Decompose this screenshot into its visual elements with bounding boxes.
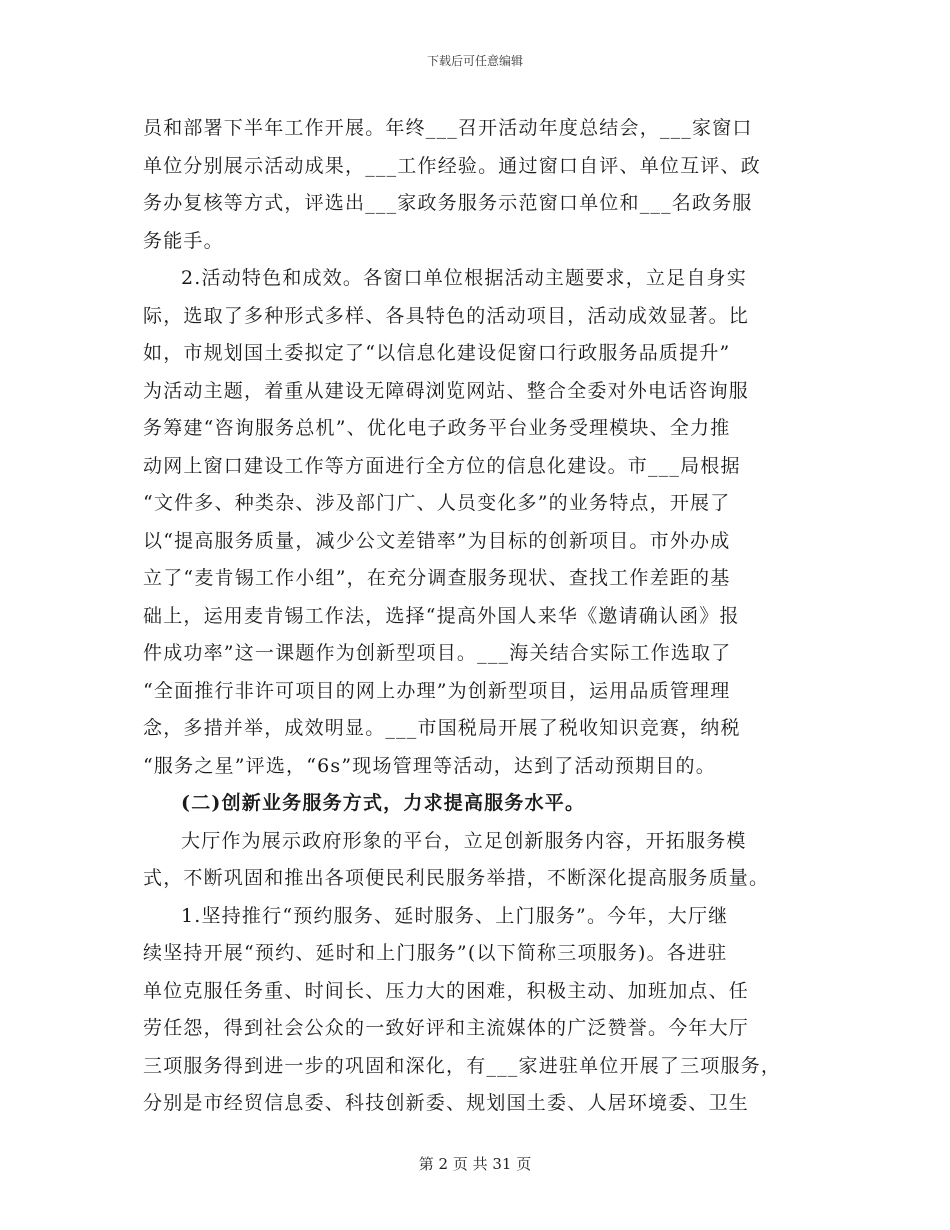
text-line: 件成功率”这一课题作为创新型项目。___海关结合实际工作选取了: [143, 642, 732, 664]
text-line: 务筹建“咨询服务总机”、优化电子政务平台业务受理模块、全力推: [143, 417, 731, 439]
text-line: “文件多、种类杂、涉及部门广、人员变化多”的业务特点，开展了: [143, 492, 731, 514]
text-line: 际，选取了多种形式多样、各具特色的活动项目，活动成效显著。比: [143, 304, 750, 327]
text-line: 劳任怨，得到社会公众的一致好评和主流媒体的广泛赞誉。今年大厅: [143, 1017, 750, 1039]
text-line: 动网上窗口建设工作等方面进行全方位的信息化建设。市___局根据: [143, 454, 741, 477]
text-line: 三项服务得到进一步的巩固和深化，有___家进驻单位开展了三项服务，: [143, 1054, 782, 1077]
text-line: 单位克服任务重、时间长、压力大的困难，积极主动、加班加点、任: [143, 979, 750, 1002]
text-line: 式，不断巩固和推出各项便民利民服务举措，不断深化提高服务质量。: [143, 867, 770, 889]
document-body: [143, 110, 823, 1123]
text-line: 1.坚持推行“预约服务、延时服务、上门服务”。今年，大厅继: [181, 904, 729, 927]
page-footer: 第 2 页 共 31 页: [418, 1155, 532, 1173]
text-line: 务能手。: [143, 229, 224, 252]
text-line: 如，市规划国土委拟定了“以信息化建设促窗口行政服务品质提升”: [143, 342, 731, 364]
text-line: 2.活动特色和成效。各窗口单位根据活动主题要求，立足自身实: [181, 267, 747, 289]
text-line: 单位分别展示活动成果，___工作经验。通过窗口自评、单位互评、政: [143, 154, 761, 177]
text-line: 分别是市经贸信息委、科技创新委、规划国土委、人居环境委、卫生: [143, 1092, 750, 1114]
text-line: 为活动主题，着重从建设无障碍浏览网站、整合全委对外电话咨询服: [143, 379, 750, 402]
text-line: 续坚持开展“预约、延时和上门服务”(以下简称三项服务)。各进驻: [143, 942, 728, 964]
section-heading: (二)创新业务服务方式，力求提高服务水平。: [181, 792, 586, 814]
text-line: 础上，运用麦肯锡工作法，选择“提高外国人来华《邀请确认函》报: [143, 604, 740, 627]
text-line: 员和部署下半年工作开展。年终___召开活动年度总结会，___家窗口: [143, 117, 753, 139]
text-line: “服务之星”评选，“6s”现场管理等活动，达到了活动预期目的。: [143, 754, 716, 777]
text-line: 务办复核等方式，评选出___家政务服务示范窗口单位和___名政务服: [143, 192, 753, 214]
text-line: 大厅作为展示政府形象的平台，立足创新服务内容，开拓服务模: [181, 829, 747, 852]
page-header: 下载后可任意编辑: [426, 54, 523, 68]
text-line: “全面推行非许可项目的网上办理”为创新型项目，运用品质管理理: [143, 679, 731, 702]
text-line: 念，多措并举，成效明显。___市国税局开展了税收知识竞赛，纳税: [143, 717, 741, 739]
text-line: 立了“麦肯锡工作小组”，在充分调查服务现状、查找工作差距的基: [143, 567, 731, 589]
text-line: 以“提高服务质量，减少公文差错率”为目标的创新项目。市外办成: [143, 529, 731, 552]
